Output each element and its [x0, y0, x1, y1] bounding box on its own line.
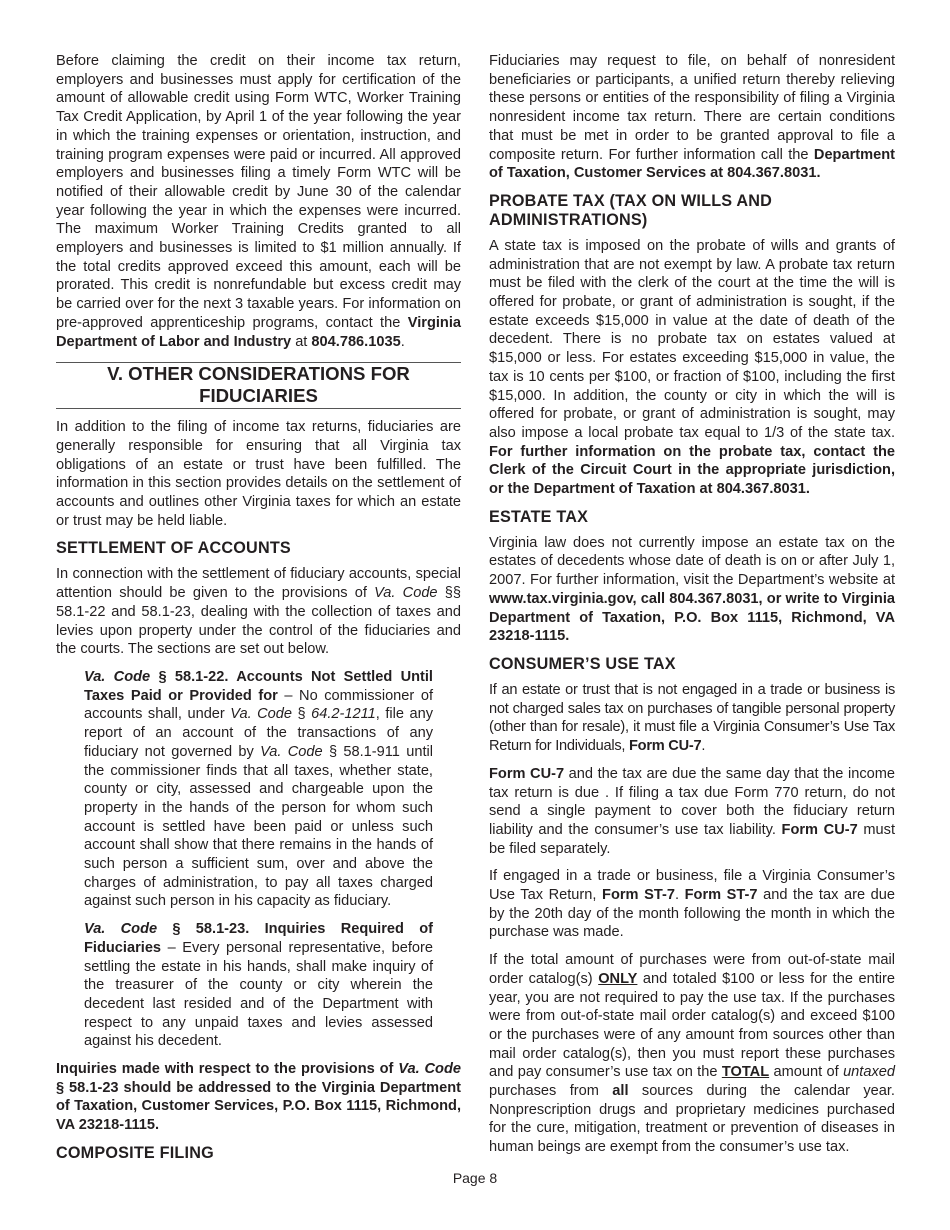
left-column	[56, 52, 461, 1170]
composite-paragraph: Fiduciaries may request to file, on behalf of nonresident beneficiaries or participants, a unified return thereby relieving these persons or entities of the responsibility of filing a Virginia nonresident income tax return. There are certain conditions that must be met in order to be granted approval to file a composite return. For further information call the Department of Taxation, Customer Services at 804.367.8031.	[489, 53, 895, 182]
section-intro: In addition to the filing of income tax returns, fiduciaries are generally responsible for ensuring that all Virginia tax obligations of an estate or trust have been fulfilled. The information in this section provides details on the settlement of accounts and outlines other Virginia taxes for which an estate or trust may be held liable.	[56, 419, 461, 529]
section-title: V. OTHER CONSIDERATIONS FOR FIDUCIARIES	[56, 362, 461, 409]
consumer-paragraph-4: If the total amount of purchases were from out-of-state mail order catalog(s) ONLY and totaled $100 or less for the entire year, you are not required to pay the use tax. If the purchases were from out-of-state mail order catalog(s) and exceed $100 or the purchases were of any amount from sources other than mail order catalog(s), then you must report these purchases and pay consumer’s use tax on the TOTAL amount of untaxed purchases from all sources during the calendar year. Nonprescription drugs and proprietary medicines purchased for the cure, mitigation, treatment or prevention of diseases in human beings are exempt from the consumer’s use tax.	[489, 952, 895, 1156]
composite-heading: COMPOSITE FILING	[56, 1143, 214, 1162]
page-number: Page 8	[452, 1170, 498, 1186]
right-column	[489, 52, 895, 1166]
estate-heading: ESTATE TAX	[489, 507, 589, 526]
settlement-paragraph: In connection with the settlement of fiduciary accounts, special attention should be given to the provisions of Va. Code §§ 58.1-22 and 58.1-23, dealing with the collection of taxes and levies upon property under the control of the fiduciaries and the courts. The sections are set out below.	[56, 566, 461, 658]
consumer-heading: CONSUMER’S USE TAX	[489, 654, 676, 673]
estate-paragraph: Virginia law does not currently impose an estate tax on the estates of decedents whose date of death is on or after July 1, 2007. For further information, visit the Department’s website at www.tax.virginia.gov, call 804.367.8031, or write to Virginia Department of Taxation, P.O. Box 1115, Richmond, VA 23218-1115.	[489, 534, 895, 645]
code-58-1-23: Va. Code § 58.1-23. Inquiries Required of Fiduciaries – Every personal representative, before settling the estate in his hands, shall make inquiry of the treasurer of the county or city wherein the decedent last resided and of the Department with respect to any unpaid taxes and levies assessed against his decedent.	[84, 921, 433, 1050]
probate-paragraph: A state tax is imposed on the probate of wills and grants of administration that are not exempt by law. A probate tax return must be filed with the clerk of the court at the time the will is offered for probate, or grant of administration is sought, if the estate exceeds $15,000 in value at the date of death of the decedent. There is no probate tax on estates valued at $15,000 or less. For estates exceeding $15,000 in value, the tax is 10 cents per $100, or fraction of $100, including the first $15,000. In addition, the county or city in which the will is offered for probate, or grant of administration is sought, may also impose a local probate tax equal to 1/3 of the state tax. For further information on the probate tax, contact the Clerk of the Circuit Court in the appropriate jurisdiction, or the Department of Taxation at 804.367.8031.	[489, 237, 895, 498]
consumer-paragraph-1: If an estate or trust that is not engaged in a trade or business is not charged sales tax on purchases of tangible personal property (other than for resale), it must file a Virginia Consumer’s Use Tax Return for Individuals, Form CU-7.	[489, 681, 895, 755]
settlement-heading: SETTLEMENT OF ACCOUNTS	[56, 539, 291, 558]
inquiries-paragraph: Inquiries made with respect to the provisions of Va. Code § 58.1-23 should be addressed to the Virginia Department of Taxation, Customer Services, P.O. Box 1115, Richmond, VA 23218-1115.	[56, 1061, 462, 1134]
consumer-paragraph-2: Form CU-7 and the tax are due the same day that the income tax return is due . If filing a tax due Form 770 return, do not send a single payment to cover both the fiduciary return liability and the consumer’s use tax liability. Form CU-7 must be filed separately.	[489, 765, 896, 857]
probate-heading: PROBATE TAX (TAX ON WILLS AND ADMINISTRATIONS)	[489, 191, 773, 229]
code-58-1-22: Va. Code § 58.1-22. Accounts Not Settled Until Taxes Paid or Provided for – No commissioner of accounts shall, under Va. Code § 64.2-1211, file any report of an account of the transactions of any fiduciary not governed by Va. Code § 58.1-911 until the commissioner finds that all taxes, whether state, county or city, assessed and chargeable upon the property in the hands of the person for whom such account is settled have been paid or unless such account shall show that there remains in the hands of such person a sufficient sum, over and above the charges of administration, to pay all taxes charged against such person in his capacity as fiduciary.	[84, 668, 433, 910]
wtc-paragraph: Before claiming the credit on their income tax return, employers and businesses must apply for certification of the amount of allowable credit using Form WTC, Worker Training Tax Credit Application, by April 1 of the year following the year in which the training expenses or orientation, instruction, and training program expenses were paid or incurred. All approved employers and businesses filing a timely Form WTC will be notified of their allowable credit by June 30 of the calendar year following the year in which the expenses were incurred. The maximum Worker Training Credits granted to all employers and businesses is limited to $1 million annually. If the total credits approved exceed this amount, each will be prorated. This credit is nonrefundable but excess credit may be carried over for the next 3 taxable years. For information on pre-approved apprenticeship programs, contact the Virginia Department of Labor and Industry at 804.786.1035.	[56, 53, 461, 350]
consumer-paragraph-3: If engaged in a trade or business, file a Virginia Consumer’s Use Tax Return, Form ST-7. Form ST-7 and the tax are due by the 20th day of the month following the month in which the purchase was made.	[489, 868, 896, 941]
